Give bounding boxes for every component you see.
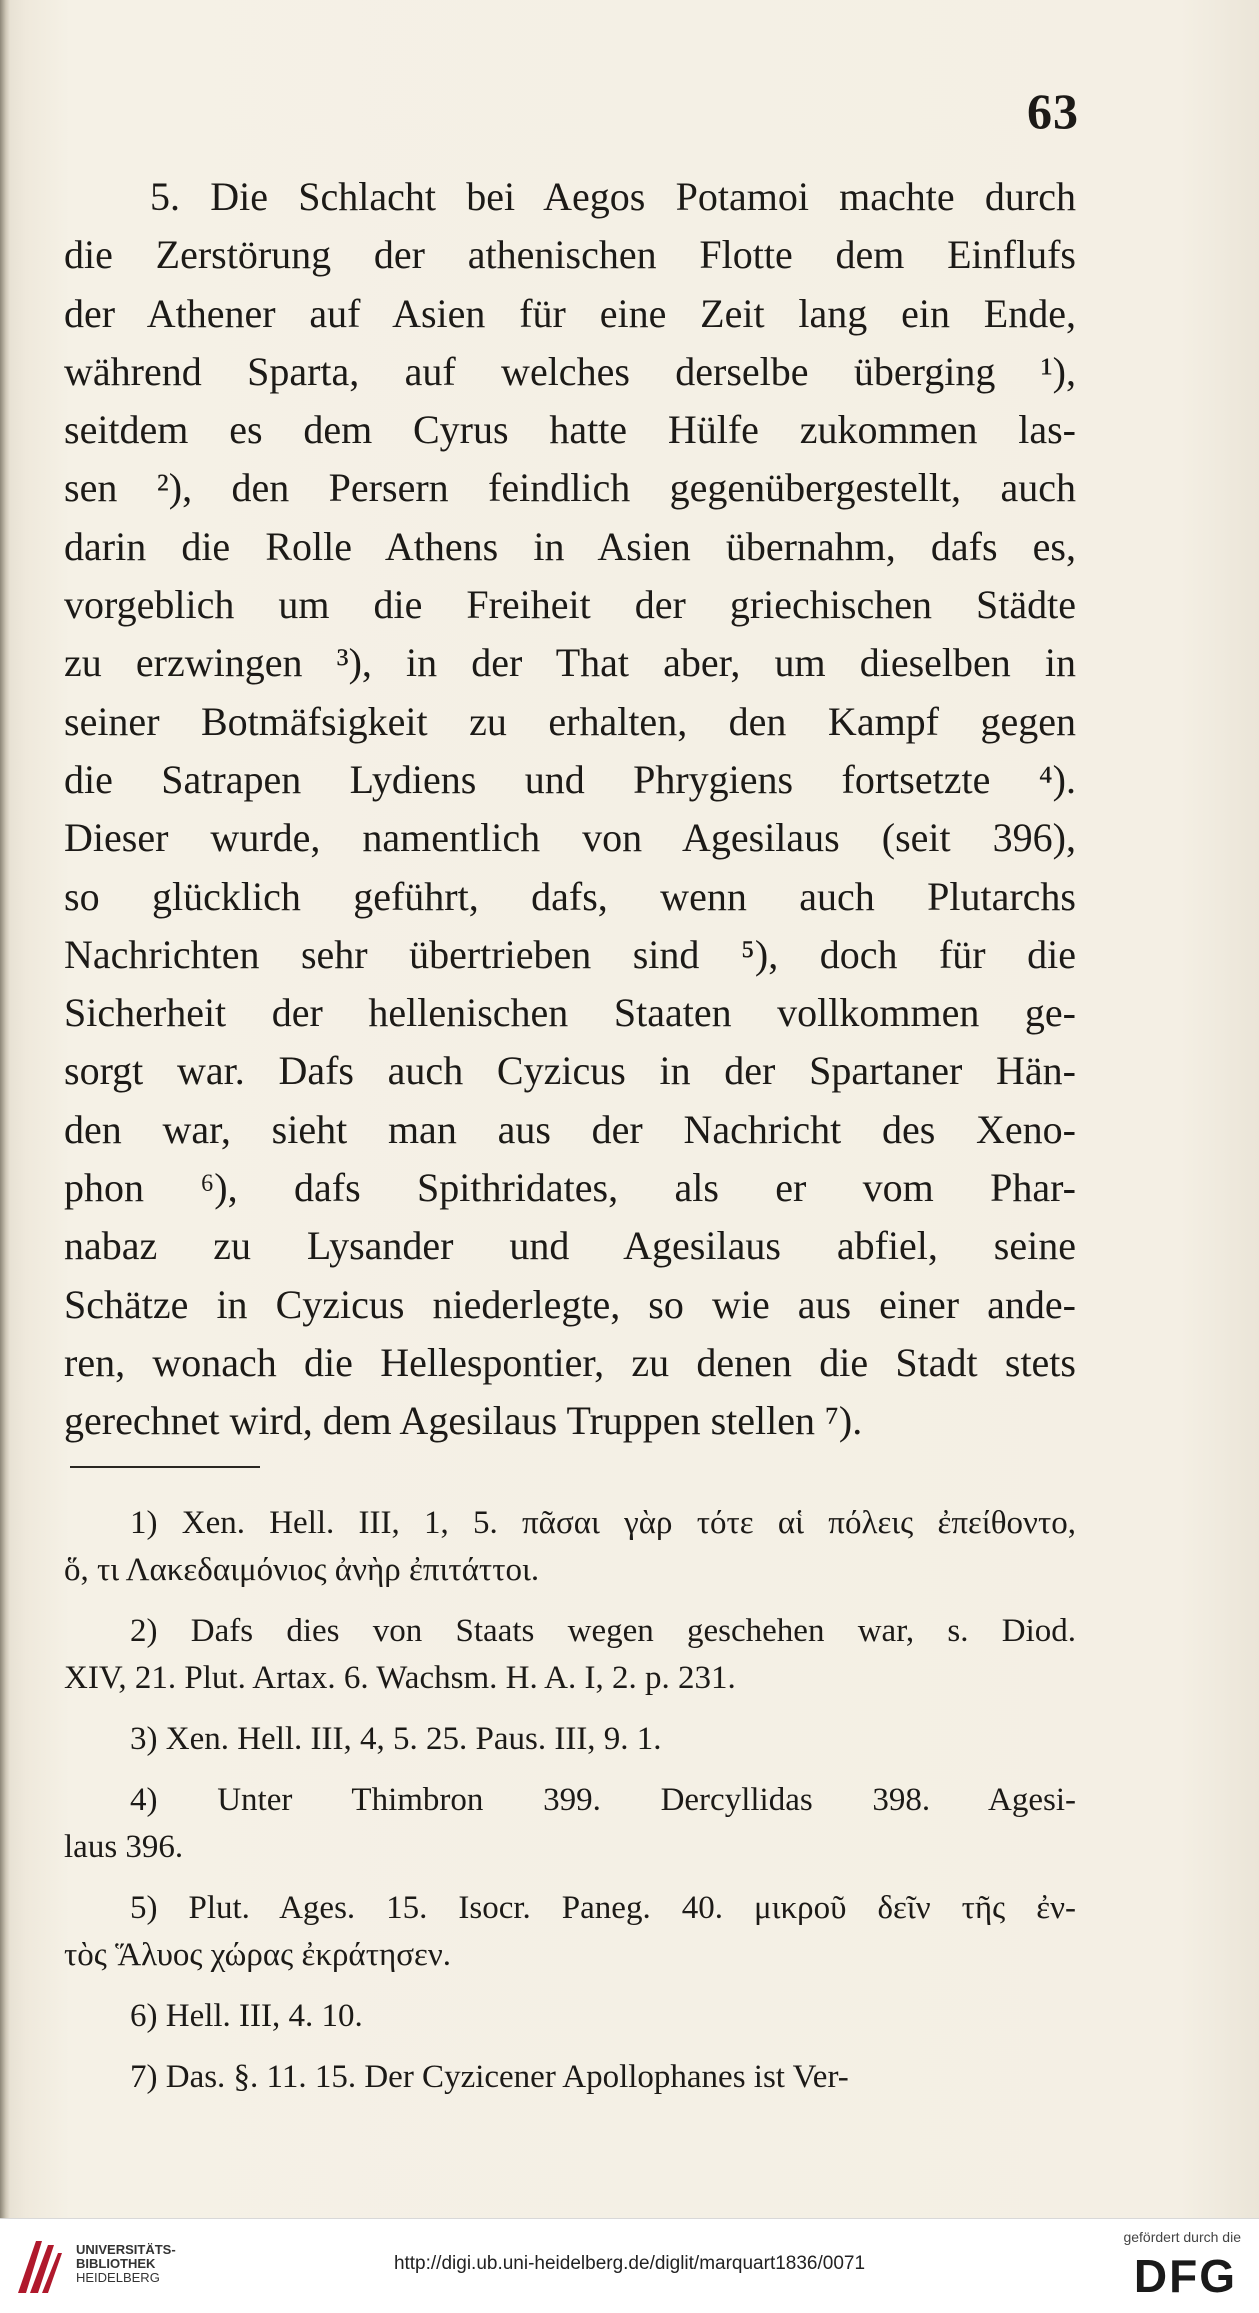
text-line: sorgt war. Dafs auch Cyzicus in der Spartaner Hän-: [64, 1048, 1076, 1094]
footnote-6: 6) Hell. III, 4. 10.: [130, 1998, 363, 2034]
text-line: nabaz zu Lysander und Agesilaus abfiel, seine: [64, 1223, 1076, 1269]
text-line: seitdem es dem Cyrus hatte Hülfe zukommen las-: [64, 407, 1076, 453]
page-gutter-shadow: [0, 0, 10, 2218]
text-line: die Zerstörung der athenischen Flotte dem Einflufs: [64, 232, 1076, 278]
text-line: darin die Rolle Athens in Asien übernahm, dafs es,: [64, 523, 1076, 569]
text-line: seiner Botmäfsigkeit zu erhalten, den Kampf gegen: [64, 698, 1076, 744]
text-line: Schätze in Cyzicus niederlegte, so wie aus einer ande-: [64, 1281, 1076, 1327]
text-line: während Sparta, auf welches derselbe überging ¹),: [64, 348, 1076, 394]
footnote-7: 7) Das. §. 11. 15. Der Cyzicener Apollophanes ist Ver-: [130, 2059, 849, 2095]
text-line: gerechnet wird, dem Agesilaus Truppen stellen ⁷).: [64, 1398, 863, 1444]
footnote-4: 4) Unter Thimbron 399. Dercyllidas 398. Agesi-: [130, 1782, 1076, 1818]
library-name: UNIVERSITÄTS- BIBLIOTHEK HEIDELBERG: [76, 2242, 176, 2285]
text-line: Sicherheit der hellenischen Staaten vollkommen ge-: [64, 990, 1076, 1036]
footnote-1: 1) Xen. Hell. III, 1, 5. πᾶσαι γὰρ τότε αἱ πόλεις ἐπείθοντο,: [130, 1505, 1076, 1541]
text-line: Nachrichten sehr übertrieben sind ⁵), doch für die: [64, 931, 1076, 977]
text-line: 5. Die Schlacht bei Aegos Potamoi machte durch: [150, 174, 1076, 219]
permalink-url[interactable]: http://digi.ub.uni-heidelberg.de/diglit/marquart1836/0071: [393, 2253, 866, 2274]
text-line: ren, wonach die Hellespontier, zu denen die Stadt stets: [64, 1339, 1076, 1385]
footnote-3: 3) Xen. Hell. III, 4, 5. 25. Paus. III, 9. 1.: [130, 1721, 662, 1757]
footnote-2: 2) Dafs dies von Staats wegen geschehen war, s. Diod.: [130, 1613, 1076, 1649]
footnote-separator: [70, 1466, 260, 1468]
dfg-logo: DFG: [1133, 2250, 1237, 2302]
funded-by-label: gefördert durch die: [1123, 2229, 1241, 2245]
page-number: 63: [1027, 83, 1079, 139]
body-paragraph: [64, 168, 1076, 1451]
text-line: Dieser wurde, namentlich von Agesilaus (seit 396),: [64, 815, 1076, 861]
footnote-2-cont: XIV, 21. Plut. Artax. 6. Wachsm. H. A. I, 2. p. 231.: [64, 1660, 736, 1696]
footnote-1-cont: ὅ, τι Λακεδαιμόνιος ἀνὴρ ἐπιτάττοι.: [64, 1552, 540, 1588]
text-line: der Athener auf Asien für eine Zeit lang ein Ende,: [64, 290, 1076, 336]
text-line: die Satrapen Lydiens und Phrygiens fortsetzte ⁴).: [64, 756, 1076, 802]
footnote-5: 5) Plut. Ages. 15. Isocr. Paneg. 40. μικροῦ δεῖν τῆς ἐν-: [130, 1890, 1076, 1926]
footnotes: [64, 1500, 1076, 2101]
viewer-footer: [0, 2218, 1259, 2313]
text-line: phon ⁶), dafs Spithridates, als er vom Phar-: [64, 1165, 1076, 1211]
footnote-5-cont: τὸς Ἅλυος χώρας ἐκράτησεν.: [64, 1937, 452, 1973]
text-line: so glücklich geführt, dafs, wenn auch Plutarchs: [64, 873, 1076, 919]
text-line: den war, sieht man aus der Nachricht des Xeno-: [64, 1106, 1076, 1152]
text-line: sen ²), den Persern feindlich gegenübergestellt, auch: [64, 465, 1076, 511]
text-line: zu erzwingen ³), in der That aber, um dieselben in: [64, 640, 1076, 686]
footnote-4-cont: laus 396.: [64, 1829, 184, 1865]
text-line: vorgeblich um die Freiheit der griechischen Städte: [64, 582, 1076, 628]
